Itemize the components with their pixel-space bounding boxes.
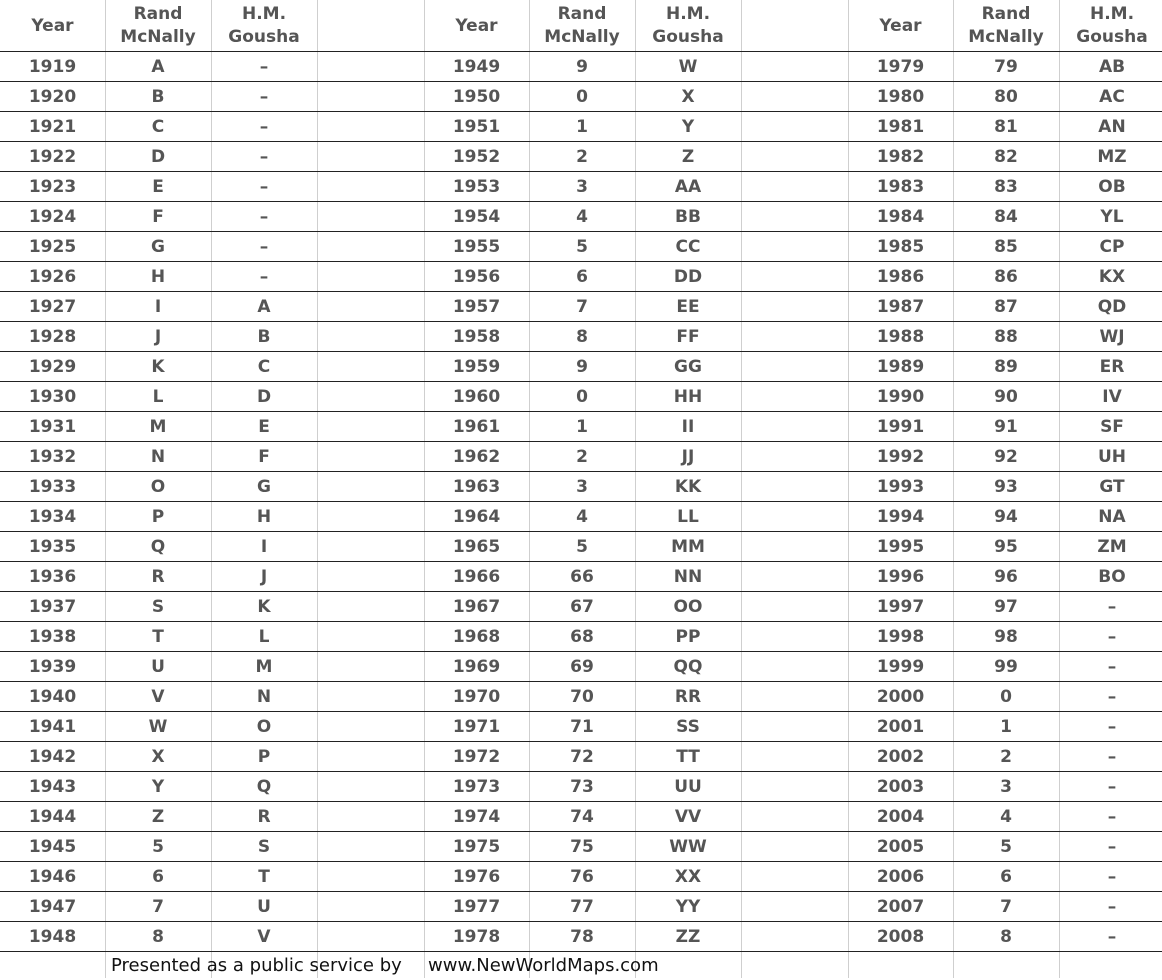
header-hm-gousha-line: Gousha (228, 26, 300, 47)
rand-mcnally-cell: 85 (994, 236, 1018, 257)
rand-mcnally-cell: 4 (1000, 806, 1012, 827)
hm-gousha-cell: – (1107, 896, 1117, 917)
rand-mcnally-cell: 8 (152, 926, 164, 947)
hm-gousha-cell: – (1107, 716, 1117, 737)
year-cell: 1961 (452, 416, 501, 437)
rand-mcnally-cell: 68 (570, 626, 594, 647)
year-cell: 1944 (28, 806, 77, 827)
year-cell: 1965 (452, 536, 501, 557)
hm-gousha-cell: – (1107, 866, 1117, 887)
year-cell: 1946 (28, 866, 77, 887)
hm-gousha-cell: K (257, 596, 271, 617)
year-cell: 1992 (876, 446, 925, 467)
hm-gousha-cell: QQ (673, 656, 703, 677)
year-cell: 2001 (876, 716, 925, 737)
hm-gousha-cell: – (1107, 596, 1117, 617)
year-cell: 1921 (28, 116, 77, 137)
year-cell: 1925 (28, 236, 77, 257)
rand-mcnally-cell: Y (151, 776, 165, 797)
rand-mcnally-cell: 8 (576, 326, 588, 347)
rand-mcnally-cell: 87 (994, 296, 1018, 317)
year-cell: 1939 (28, 656, 77, 677)
rand-mcnally-cell: 1 (576, 116, 588, 137)
year-cell: 1995 (876, 536, 925, 557)
rand-mcnally-cell: 95 (994, 536, 1018, 557)
hm-gousha-cell: KK (674, 476, 702, 497)
year-cell: 1933 (28, 476, 77, 497)
rand-mcnally-cell: 78 (570, 926, 594, 947)
hm-gousha-cell: – (1107, 926, 1117, 947)
rand-mcnally-cell: 3 (576, 176, 588, 197)
year-cell: 1974 (452, 806, 501, 827)
hm-gousha-cell: – (1107, 626, 1117, 647)
year-cell: 1924 (28, 206, 77, 227)
header-hm-gousha-line: Gousha (652, 26, 724, 47)
year-cell: 1956 (452, 266, 501, 287)
hm-gousha-cell: P (257, 746, 271, 767)
rand-mcnally-cell: 5 (576, 236, 588, 257)
year-cell: 1957 (452, 296, 501, 317)
hm-gousha-cell: – (1107, 836, 1117, 857)
hm-gousha-cell: OO (673, 596, 703, 617)
footer-website-link[interactable]: www.NewWorldMaps.com (428, 955, 659, 976)
year-cell: 1928 (28, 326, 77, 347)
hm-gousha-cell: – (259, 206, 269, 227)
year-cell: 2000 (876, 686, 925, 707)
year-cell: 1938 (28, 626, 77, 647)
rand-mcnally-cell: 86 (994, 266, 1018, 287)
rand-mcnally-cell: Q (150, 536, 166, 557)
hm-gousha-cell: S (257, 836, 271, 857)
rand-mcnally-cell: Z (151, 806, 165, 827)
hm-gousha-cell: T (258, 866, 270, 887)
rand-mcnally-cell: 0 (576, 386, 588, 407)
year-cell: 1987 (876, 296, 925, 317)
rand-mcnally-cell: G (151, 236, 165, 257)
rand-mcnally-cell: 7 (1000, 896, 1012, 917)
rand-mcnally-cell: U (151, 656, 165, 677)
rand-mcnally-cell: 7 (576, 296, 588, 317)
hm-gousha-cell: IV (1102, 386, 1122, 407)
header-year: Year (31, 15, 74, 36)
year-cell: 1952 (452, 146, 501, 167)
year-cell: 1999 (876, 656, 925, 677)
year-cell: 1988 (876, 326, 925, 347)
rand-mcnally-cell: T (152, 626, 164, 647)
rand-mcnally-cell: 5 (1000, 836, 1012, 857)
header-rand-mcnally (105, 0, 211, 51)
rand-mcnally-cell: 2 (576, 446, 588, 467)
year-cell: 1975 (452, 836, 501, 857)
hm-gousha-cell: AB (1098, 56, 1126, 77)
rand-mcnally-cell: 0 (576, 86, 588, 107)
header-rand-mcnally-line: McNally (120, 26, 196, 47)
header-year: Year (879, 15, 922, 36)
year-cell: 1985 (876, 236, 925, 257)
hm-gousha-cell: BO (1098, 566, 1126, 587)
hm-gousha-cell: – (259, 146, 269, 167)
header-year: Year (455, 15, 498, 36)
rand-mcnally-cell: 82 (994, 146, 1018, 167)
rand-mcnally-cell: 91 (994, 416, 1018, 437)
year-cell: 1954 (452, 206, 501, 227)
header-hm-gousha (211, 0, 317, 51)
rand-mcnally-cell: 6 (1000, 866, 1012, 887)
hm-gousha-cell: WJ (1099, 326, 1125, 347)
rand-mcnally-cell: B (151, 86, 165, 107)
rand-mcnally-cell: 4 (576, 206, 588, 227)
hm-gousha-cell: XX (674, 866, 702, 887)
rand-mcnally-cell: N (150, 446, 166, 467)
year-cell: 1972 (452, 746, 501, 767)
rand-mcnally-cell: 76 (570, 866, 594, 887)
header-rand-mcnally-line: McNally (968, 26, 1044, 47)
rand-mcnally-cell: 71 (570, 716, 594, 737)
hm-gousha-cell: U (257, 896, 271, 917)
year-cell: 1991 (876, 416, 925, 437)
hm-gousha-cell: AC (1099, 86, 1125, 107)
rand-mcnally-cell: D (150, 146, 166, 167)
rand-mcnally-cell: 72 (570, 746, 594, 767)
rand-mcnally-cell: 96 (994, 566, 1018, 587)
hm-gousha-cell: G (257, 476, 271, 497)
rand-mcnally-cell: 98 (994, 626, 1018, 647)
hm-gousha-cell: UU (674, 776, 702, 797)
rand-mcnally-cell: 70 (570, 686, 594, 707)
rand-mcnally-cell: V (151, 686, 165, 707)
hm-gousha-cell: – (1107, 806, 1117, 827)
hm-gousha-cell: AA (674, 176, 702, 197)
hm-gousha-cell: V (257, 926, 271, 947)
hm-gousha-cell: L (258, 626, 270, 647)
year-cell: 1976 (452, 866, 501, 887)
rand-mcnally-cell: 6 (152, 866, 164, 887)
year-cell: 1970 (452, 686, 501, 707)
hm-gousha-cell: JJ (681, 446, 695, 467)
hm-gousha-cell: X (681, 86, 695, 107)
hm-gousha-cell: ZZ (675, 926, 701, 947)
hm-gousha-cell: RR (674, 686, 702, 707)
hm-gousha-cell: – (259, 116, 269, 137)
hm-gousha-cell: NN (673, 566, 703, 587)
year-cell: 1978 (452, 926, 501, 947)
rand-mcnally-cell: 9 (576, 356, 588, 377)
hm-gousha-cell: – (259, 236, 269, 257)
hm-gousha-cell: SS (676, 716, 700, 737)
year-cell: 1980 (876, 86, 925, 107)
year-cell: 2002 (876, 746, 925, 767)
hm-gousha-cell: – (259, 56, 269, 77)
year-cell: 1945 (28, 836, 77, 857)
hm-gousha-cell: H (256, 506, 272, 527)
rand-mcnally-cell: 0 (1000, 686, 1012, 707)
hm-gousha-cell: YY (675, 896, 701, 917)
year-cell: 1929 (28, 356, 77, 377)
year-cell: 2007 (876, 896, 925, 917)
year-cell: 1984 (876, 206, 925, 227)
rand-mcnally-cell: 4 (576, 506, 588, 527)
year-cell: 2005 (876, 836, 925, 857)
year-cell: 1922 (28, 146, 77, 167)
hm-gousha-cell: TT (676, 746, 700, 767)
rand-mcnally-cell: 93 (994, 476, 1018, 497)
header-rand-mcnally-line: Rand (557, 3, 607, 24)
rand-mcnally-cell: R (151, 566, 165, 587)
rand-mcnally-cell: 1 (1000, 716, 1012, 737)
year-cell: 1989 (876, 356, 925, 377)
hm-gousha-cell: VV (674, 806, 702, 827)
year-cell: 1935 (28, 536, 77, 557)
hm-gousha-cell: WW (669, 836, 707, 857)
year-cell: 1926 (28, 266, 77, 287)
year-cell: 1966 (452, 566, 501, 587)
year-cell: 1923 (28, 176, 77, 197)
header-hm-gousha (635, 0, 741, 51)
year-cell: 1953 (452, 176, 501, 197)
year-cell: 1997 (876, 596, 925, 617)
header-rand-mcnally (529, 0, 635, 51)
year-cell: 1998 (876, 626, 925, 647)
hm-gousha-cell: BB (675, 206, 701, 227)
hm-gousha-cell: F (258, 446, 270, 467)
rand-mcnally-cell: 94 (994, 506, 1018, 527)
hm-gousha-cell: LL (677, 506, 699, 527)
header-hm-gousha-line: Gousha (1076, 26, 1148, 47)
hm-gousha-cell: MZ (1097, 146, 1127, 167)
hm-gousha-cell: EE (676, 296, 700, 317)
rand-mcnally-cell: 2 (576, 146, 588, 167)
rand-mcnally-cell: H (150, 266, 166, 287)
hm-gousha-cell: Y (681, 116, 695, 137)
rand-mcnally-cell: 88 (994, 326, 1018, 347)
year-cell: 1977 (452, 896, 501, 917)
hm-gousha-cell: – (259, 86, 269, 107)
hm-gousha-cell: UH (1097, 446, 1127, 467)
hm-gousha-cell: I (260, 536, 268, 557)
year-cell: 1937 (28, 596, 77, 617)
year-cell: 2006 (876, 866, 925, 887)
hm-gousha-cell: O (256, 716, 272, 737)
rand-mcnally-cell: 83 (994, 176, 1018, 197)
rand-mcnally-cell: J (154, 326, 162, 347)
year-cell: 2004 (876, 806, 925, 827)
hm-gousha-cell: – (1107, 776, 1117, 797)
year-cell: 1930 (28, 386, 77, 407)
hm-gousha-cell: OB (1098, 176, 1126, 197)
rand-mcnally-cell: 89 (994, 356, 1018, 377)
year-cell: 1996 (876, 566, 925, 587)
hm-gousha-cell: – (1107, 686, 1117, 707)
year-cell: 1942 (28, 746, 77, 767)
rand-mcnally-cell: W (148, 716, 168, 737)
hm-gousha-cell: YL (1100, 206, 1124, 227)
rand-mcnally-cell: A (151, 56, 165, 77)
rand-mcnally-cell: 66 (570, 566, 594, 587)
hm-gousha-cell: – (1107, 746, 1117, 767)
footer-presented-text: Presented as a public service by (111, 955, 402, 976)
hm-gousha-cell: Z (681, 146, 695, 167)
year-cell: 1983 (876, 176, 925, 197)
hm-gousha-cell: GT (1099, 476, 1125, 497)
hm-gousha-cell: NA (1098, 506, 1126, 527)
year-cell: 1955 (452, 236, 501, 257)
rand-mcnally-cell: O (150, 476, 166, 497)
hm-gousha-cell: N (256, 686, 272, 707)
rand-mcnally-cell: P (151, 506, 165, 527)
rand-mcnally-cell: X (151, 746, 165, 767)
rand-mcnally-cell: 2 (1000, 746, 1012, 767)
hm-gousha-cell: R (257, 806, 271, 827)
rand-mcnally-cell: L (152, 386, 164, 407)
hm-gousha-cell: – (259, 176, 269, 197)
year-cell: 2008 (876, 926, 925, 947)
header-rand-mcnally-line: McNally (544, 26, 620, 47)
year-cell: 1920 (28, 86, 77, 107)
year-cell: 1981 (876, 116, 925, 137)
year-cell: 1994 (876, 506, 925, 527)
rand-mcnally-cell: M (149, 416, 167, 437)
year-cell: 1986 (876, 266, 925, 287)
year-cell: 1962 (452, 446, 501, 467)
header-hm-gousha-line: H.M. (1089, 3, 1135, 24)
rand-mcnally-cell: 77 (570, 896, 594, 917)
rand-mcnally-cell: 67 (570, 596, 594, 617)
rand-mcnally-cell: 3 (1000, 776, 1012, 797)
year-cell: 1932 (28, 446, 77, 467)
hm-gousha-cell: PP (675, 626, 701, 647)
year-cell: 1919 (28, 56, 77, 77)
header-rand-mcnally-line: Rand (133, 3, 183, 24)
year-cell: 1968 (452, 626, 501, 647)
hm-gousha-cell: SF (1100, 416, 1124, 437)
year-cell: 1941 (28, 716, 77, 737)
hm-gousha-cell: J (260, 566, 268, 587)
year-cell: 1993 (876, 476, 925, 497)
rand-mcnally-cell: 73 (570, 776, 594, 797)
rand-mcnally-cell: F (152, 206, 164, 227)
hm-gousha-cell: E (258, 416, 270, 437)
hm-gousha-cell: MM (671, 536, 705, 557)
rand-mcnally-cell: K (151, 356, 165, 377)
hm-gousha-cell: KX (1098, 266, 1126, 287)
year-cell: 1959 (452, 356, 501, 377)
hm-gousha-cell: ER (1099, 356, 1125, 377)
rand-mcnally-cell: 5 (576, 536, 588, 557)
rand-mcnally-cell: 8 (1000, 926, 1012, 947)
hm-gousha-cell: QD (1097, 296, 1127, 317)
year-cell: 1971 (452, 716, 501, 737)
rand-mcnally-cell: 9 (576, 56, 588, 77)
year-cell: 2003 (876, 776, 925, 797)
year-cell: 1967 (452, 596, 501, 617)
rand-mcnally-cell: 79 (994, 56, 1018, 77)
header-hm-gousha-line: H.M. (241, 3, 287, 24)
year-cell: 1950 (452, 86, 501, 107)
year-cell: 1934 (28, 506, 77, 527)
year-cell: 1943 (28, 776, 77, 797)
year-cell: 1960 (452, 386, 501, 407)
hm-gousha-cell: FF (676, 326, 700, 347)
rand-mcnally-cell: 84 (994, 206, 1018, 227)
rand-mcnally-cell: 97 (994, 596, 1018, 617)
hm-gousha-cell: AN (1098, 116, 1126, 137)
year-cell: 1951 (452, 116, 501, 137)
header-hm-gousha (1059, 0, 1162, 51)
rand-mcnally-cell: 5 (152, 836, 164, 857)
hm-gousha-cell: W (678, 56, 698, 77)
year-cell: 1973 (452, 776, 501, 797)
rand-mcnally-cell: C (151, 116, 165, 137)
hm-gousha-cell: II (681, 416, 695, 437)
year-cell: 1947 (28, 896, 77, 917)
year-cell: 1931 (28, 416, 77, 437)
rand-mcnally-cell: E (152, 176, 164, 197)
rand-mcnally-cell: 69 (570, 656, 594, 677)
year-cell: 1979 (876, 56, 925, 77)
year-cell: 1963 (452, 476, 501, 497)
hm-gousha-cell: A (257, 296, 271, 317)
hm-gousha-cell: Q (256, 776, 272, 797)
hm-gousha-cell: M (255, 656, 273, 677)
year-cell: 1964 (452, 506, 501, 527)
rand-mcnally-cell: 7 (152, 896, 164, 917)
rand-mcnally-cell: 99 (994, 656, 1018, 677)
rand-mcnally-cell: S (151, 596, 165, 617)
year-cell: 1948 (28, 926, 77, 947)
rand-mcnally-cell: 3 (576, 476, 588, 497)
rand-mcnally-cell: 92 (994, 446, 1018, 467)
year-cell: 1927 (28, 296, 77, 317)
year-cell: 1990 (876, 386, 925, 407)
rand-mcnally-cell: 90 (994, 386, 1018, 407)
rand-mcnally-cell: 75 (570, 836, 594, 857)
header-rand-mcnally-line: Rand (981, 3, 1031, 24)
hm-gousha-cell: HH (673, 386, 703, 407)
hm-gousha-cell: – (1107, 656, 1117, 677)
hm-gousha-cell: CC (675, 236, 701, 257)
year-cell: 1949 (452, 56, 501, 77)
year-cell: 1940 (28, 686, 77, 707)
rand-mcnally-cell: 1 (576, 416, 588, 437)
hm-gousha-cell: ZM (1097, 536, 1127, 557)
rand-mcnally-cell: I (154, 296, 162, 317)
header-rand-mcnally (953, 0, 1059, 51)
hm-gousha-cell: C (257, 356, 271, 377)
year-cell: 1958 (452, 326, 501, 347)
hm-gousha-cell: D (256, 386, 272, 407)
rand-mcnally-cell: 6 (576, 266, 588, 287)
hm-gousha-cell: B (257, 326, 271, 347)
year-cell: 1982 (876, 146, 925, 167)
hm-gousha-cell: DD (673, 266, 703, 287)
header-hm-gousha-line: H.M. (665, 3, 711, 24)
year-cell: 1969 (452, 656, 501, 677)
hm-gousha-cell: CP (1099, 236, 1125, 257)
rand-mcnally-cell: 80 (994, 86, 1018, 107)
hm-gousha-cell: – (259, 266, 269, 287)
year-cell: 1936 (28, 566, 77, 587)
hm-gousha-cell: GG (674, 356, 702, 377)
rand-mcnally-cell: 74 (570, 806, 594, 827)
rand-mcnally-cell: 81 (994, 116, 1018, 137)
